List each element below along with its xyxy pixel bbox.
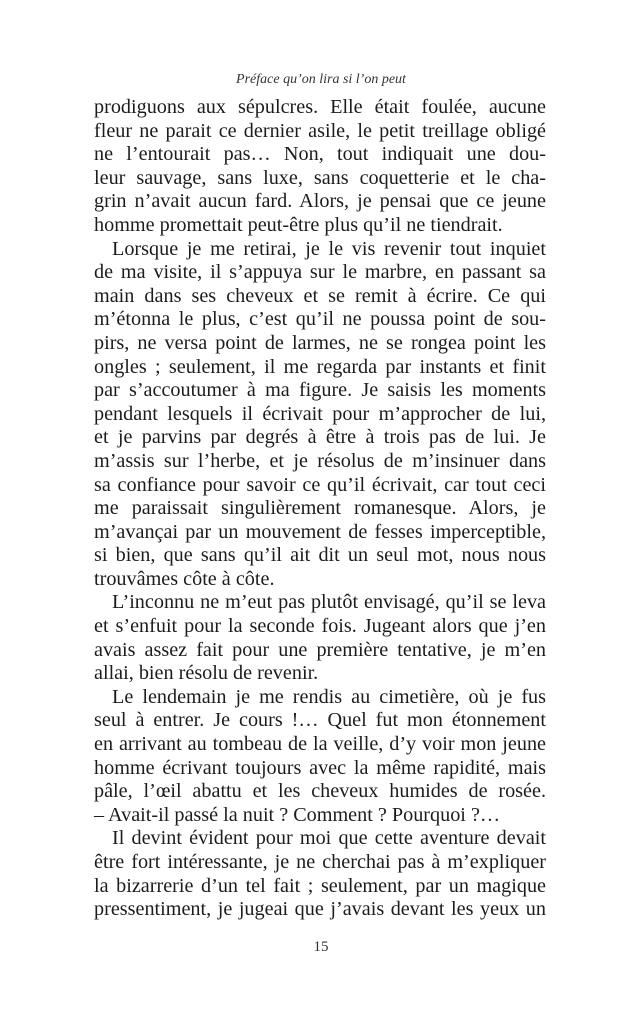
text-line: et s’enfuit pour la seconde fois. Jugeant alors que j’en — [94, 615, 546, 638]
text-line: m’étonna le plus, c’est qu’il ne poussa point de sou- — [94, 308, 546, 331]
text-line: trouvâmes côte à côte. — [94, 567, 275, 590]
body-text — [94, 96, 546, 922]
text-line: pressentiment, je jugeai que j’avais devant les yeux un — [94, 898, 546, 921]
text-line: de ma visite, il s’appuya sur le marbre, en passant sa — [94, 261, 546, 284]
text-line: – Avait-il passé la nuit ? Comment ? Pourquoi ?… — [94, 803, 501, 826]
text-line: homme promettait peut-être plus qu’il ne tiendrait. — [94, 213, 503, 236]
text-line: allai, bien résolu de revenir. — [94, 662, 319, 685]
text-line: la bizarrerie d’un tel fait ; seulement, par un magique — [94, 874, 546, 897]
running-head: Préface qu’on lira si l’on peut — [236, 72, 406, 87]
text-line: seul à entrer. Je cours !… Quel fut mon étonnement — [94, 709, 546, 732]
text-line: pirs, ne versa point de larmes, ne se rongea point les — [94, 331, 546, 354]
text-line: m’assis sur l’herbe, et je résolus de m’insinuer dans — [94, 449, 546, 472]
page-number: 15 — [313, 939, 329, 955]
text-line: être fort intéressante, je ne cherchai pas à m’expliquer — [94, 851, 546, 873]
text-line: par s’accoutumer à ma figure. Je saisis les moments — [94, 379, 546, 402]
text-line: me paraissait singulièrement romanesque. Alors, je — [94, 497, 546, 520]
text-line: avais assez fait pour une première tentative, je m’en — [94, 638, 546, 661]
text-line: ne l’entourait pas… Non, tout indiquait une dou- — [94, 143, 546, 166]
text-line: m’avançai par un mouvement de fesses imperceptible, — [94, 520, 546, 543]
text-line: homme écrivant toujours avec la même rapidité, mais — [94, 756, 546, 779]
text-line: Lorsque je me retirai, je le vis revenir tout inquiet — [112, 237, 546, 260]
text-line: Le lendemain je me rendis au cimetière, où je fus — [112, 685, 546, 708]
text-line: si bien, que sans qu’il ait dit un seul mot, nous nous — [94, 544, 546, 567]
text-line: ongles ; seulement, il me regarda par instants et finit — [94, 355, 546, 378]
text-line: pâle, l’œil abattu et les cheveux humides de rosée. — [94, 780, 546, 803]
text-line: pendant lesquels il écrivait pour m’approcher de lui, — [94, 402, 546, 425]
text-line: prodiguons aux sépulcres. Elle était foulée, aucune — [94, 96, 546, 118]
text-line: main dans ses cheveux et se remit à écrire. Ce qui — [94, 284, 546, 307]
text-line: et je parvins par degrés à être à trois pas de lui. Je — [94, 426, 546, 449]
text-line: en arrivant au tombeau de la veille, d’y voir mon jeune — [94, 733, 546, 756]
text-line: Il devint évident pour moi que cette aventure devait — [112, 827, 546, 850]
text-line: L’inconnu ne m’eut pas plutôt envisagé, qu’il se leva — [112, 591, 546, 614]
text-line: grin n’avait aucun fard. Alors, je pensai que ce jeune — [94, 190, 546, 213]
text-line: fleur ne parait ce dernier asile, le petit treillage obligé — [94, 119, 546, 142]
text-line: sa confiance pour savoir ce qu’il écrivait, car tout ceci — [94, 473, 546, 496]
text-line: leur sauvage, sans luxe, sans coquetterie et le cha- — [94, 166, 546, 189]
